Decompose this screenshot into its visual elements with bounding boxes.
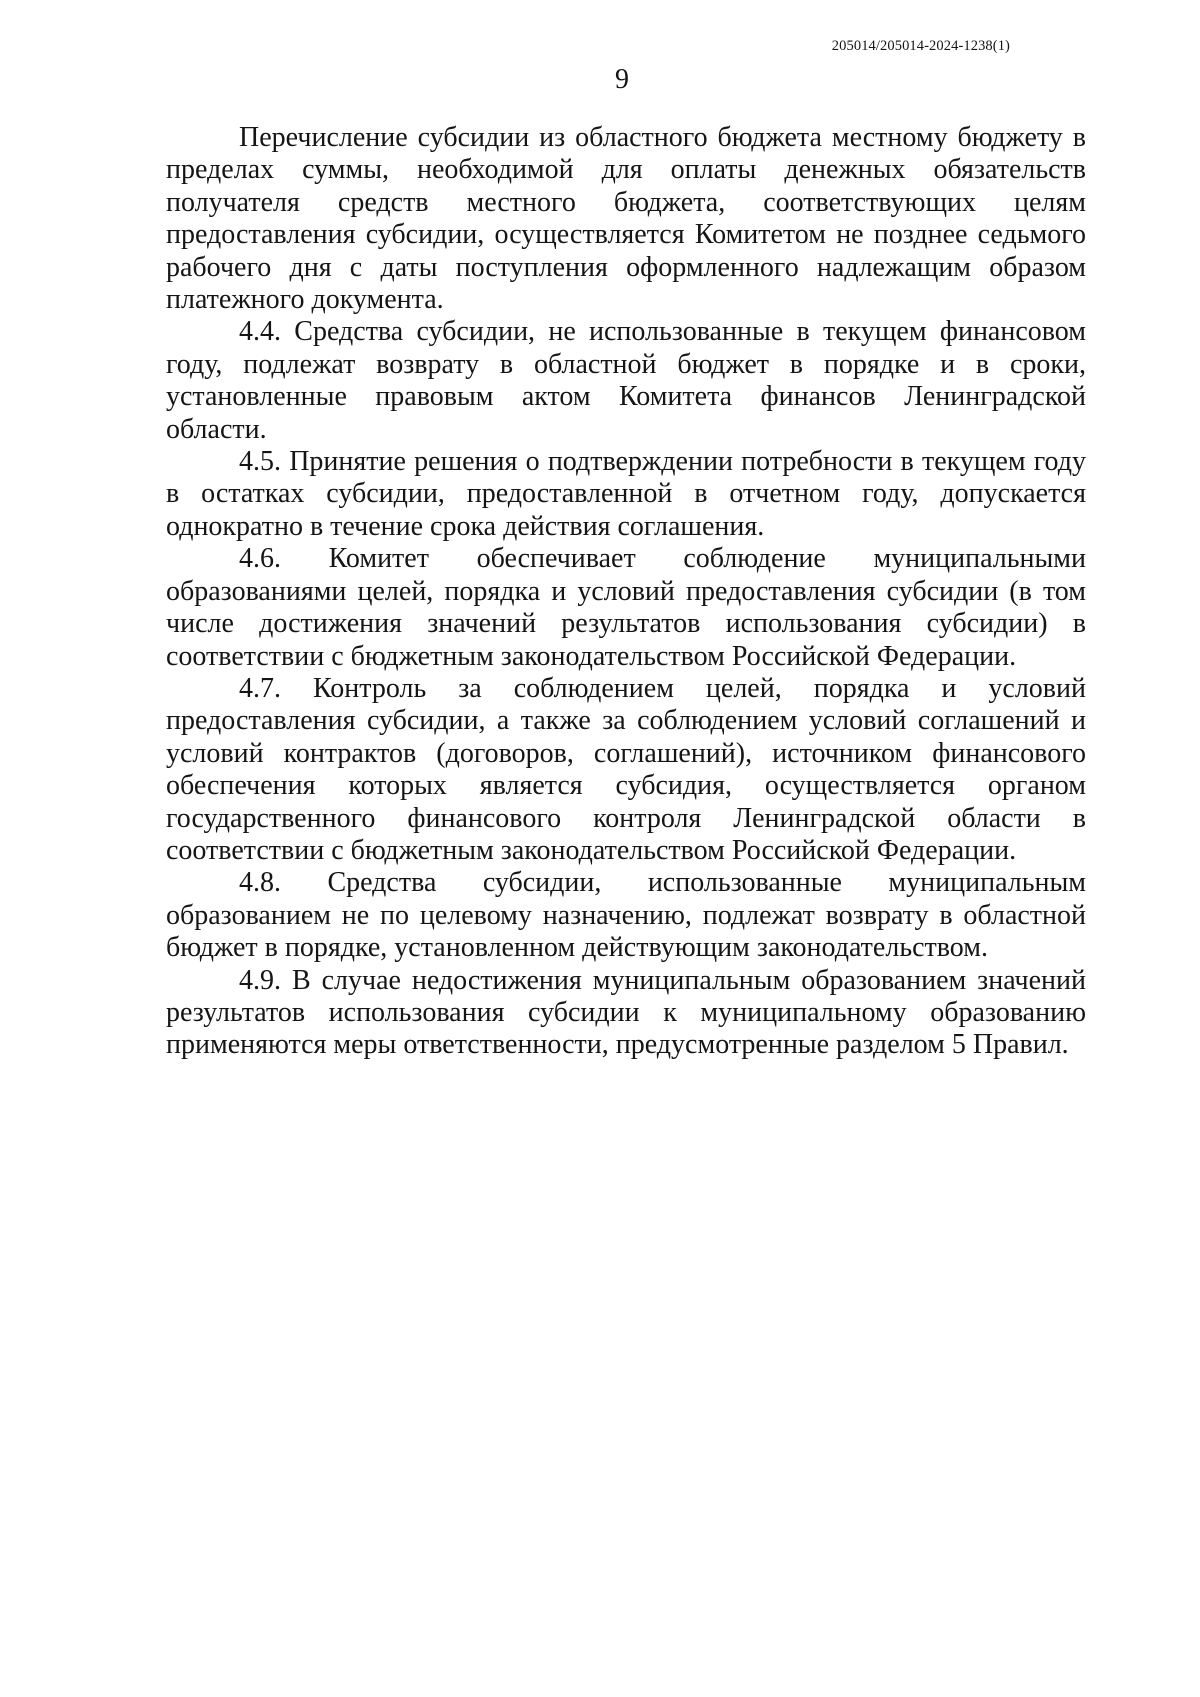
document-body — [166, 122, 1086, 1062]
document-id: 205014/205014-2024-1238(1) — [831, 38, 1010, 54]
paragraph-4-4: 4.4. Средства субсидии, не использованные в текущем финансовом году, подлежат возврату в областной бюджет в порядке и в сроки, установленные правовым актом Комитета финансов Ленинградской области. — [166, 316, 1086, 445]
paragraph-4-9: 4.9. В случае недостижения муниципальным образованием значений результатов использования субсидии к муниципальному образованию применяются меры ответственности, предусмотренные разделом 5 Правил. — [166, 964, 1086, 1061]
paragraph-4-7: 4.7. Контроль за соблюдением целей, порядка и условий предоставления субсидии, а также за соблюдением условий соглашений и условий контрактов (договоров, соглашений), источником финансового обеспечения которых является субсидия, осуществляется органом государственного финансового контроля Ленинградской области в соответствии с бюджетным законодательством Российской Федерации. — [166, 672, 1086, 866]
page-number: 9 — [615, 64, 629, 95]
paragraph-transfer: Перечисление субсидии из областного бюджета местному бюджету в пределах суммы, необходимой для оплаты денежных обязательств получателя средств местного бюджета, соответствующих целям предоставления субсидии, осуществляется Комитетом не позднее седьмого рабочего дня с даты поступления оформленного надлежащим образом платежного документа. — [166, 122, 1086, 316]
paragraph-4-8: 4.8. Средства субсидии, использованные муниципальным образованием не по целевому назначению, подлежат возврату в областной бюджет в порядке, установленном действующим законодательством. — [166, 867, 1086, 964]
paragraph-4-5: 4.5. Принятие решения о подтверждении потребности в текущем году в остатках субсидии, предоставленной в отчетном году, допускается однократно в течение срока действия соглашения. — [166, 446, 1086, 542]
paragraph-4-6: 4.6. Комитет обеспечивает соблюдение муниципальными образованиями целей, порядка и условий предоставления субсидии (в том числе достижения значений результатов использования субсидии) в соответствии с бюджетным законодательством Российской Федерации. — [166, 543, 1086, 672]
